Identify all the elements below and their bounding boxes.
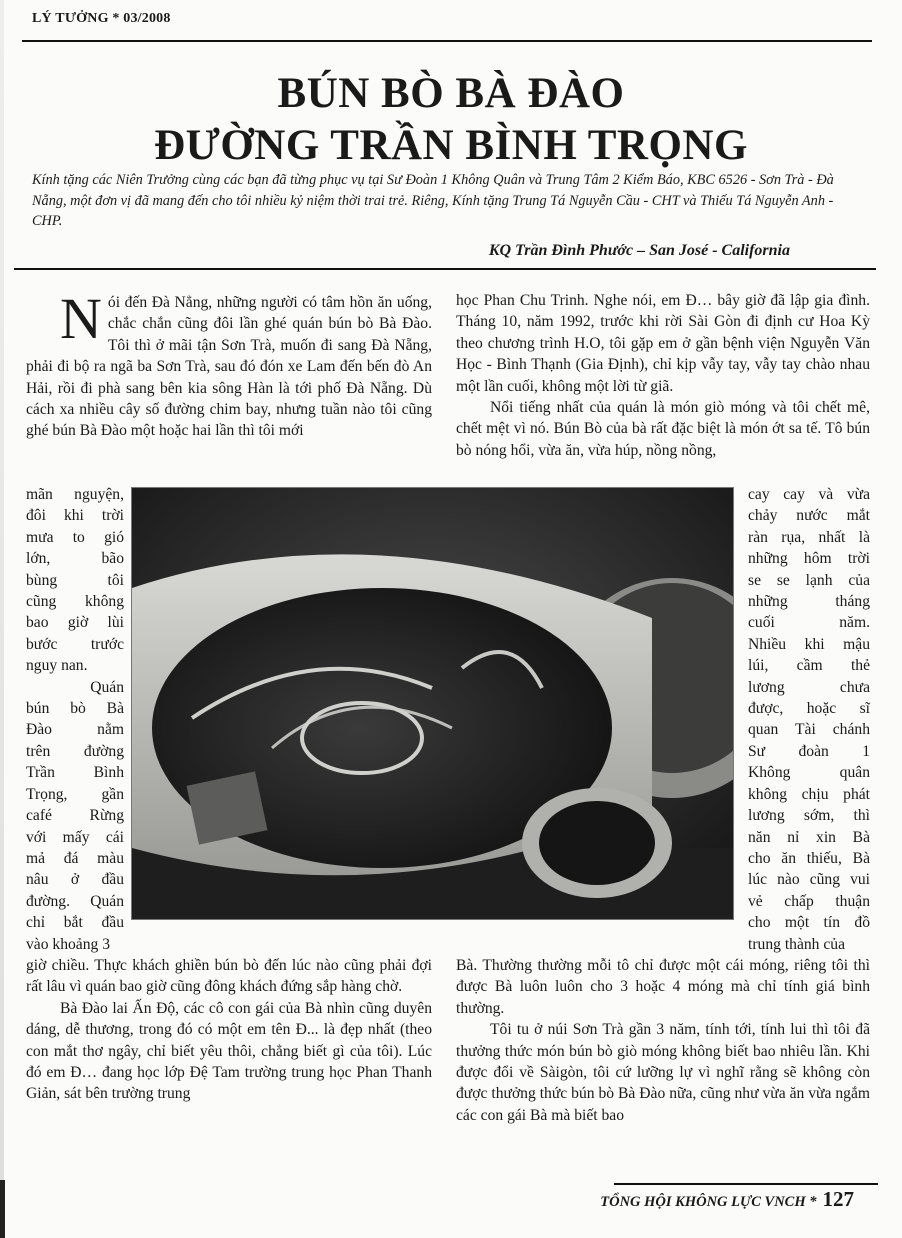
bun-bo-bowl-image [132, 488, 733, 919]
paragraph: Tôi tu ở núi Sơn Trà gần 3 năm, tính tới, tính lui thì tôi đã thưởng thức món bún bò giò móng không biết bao nhiêu lần. Khi được đổi về Sàigòn, tôi cứ lưỡng lự vì nghĩ rằng sẽ không còn được thưởng thức bún bò Bà Đào nữa, cũng như vừa ăn vừa ngắm các con gái Bà mà biết bao [456, 1021, 870, 1124]
header-rule [22, 40, 872, 42]
dedication: Kính tặng các Niên Trưởng cùng các bạn đã từng phục vụ tại Sư Đoàn 1 Không Quân và Trung Tâm 2 Kiểm Báo, KBC 6526 - Sơn Trà - Đà Nẵng, một đơn vị đã mang đến cho tôi nhiều kỷ niệm thời trai trẻ. Riêng, Kính tặng Trung Tá Nguyễn Cầu - CHT và Thiếu Tá Nguyễn Anh - CHP. [32, 172, 834, 229]
paragraph: giờ chiều. Thực khách ghiền bún bò đến lúc nào cũng phải đợi rất lâu vì quán bao giờ cũng đông khách đứng sắp hàng chờ. [26, 957, 432, 996]
food-photo [131, 487, 734, 920]
paragraph [26, 286, 432, 442]
paragraph: Nổi tiếng nhất của quán là món giò móng và tôi chết mê, chết mệt vì nó. Bún Bò của bà rất đặc biệt là món ớt sa tế. Tô bún bò nóng hổi, vừa ăn, vừa húp, nồng nồng, [456, 399, 870, 459]
text-line: cay cay và vừa [748, 486, 870, 503]
paragraph: Bà Đào lai Ấn Độ, các cô con gái của Bà nhìn cũng duyên dáng, dễ thương, trong đó có một em tên Đ... là đẹp nhất (theo con mắt thơ ngây, chỉ biết yêu thôi, chẳng biết gì của tôi). Lúc đó em Đ… đang học lớp Đệ Tam trường trung học Phan Thanh Giản, sát bên trường trung [26, 999, 432, 1103]
page-number: 127 [822, 1187, 854, 1211]
text-line: mả đá màu [26, 849, 124, 867]
text-line: được, hoặc sĩ [748, 700, 870, 718]
text-line: chảy nước mắt [748, 507, 870, 525]
page-edge-shadow [0, 1180, 5, 1238]
drop-cap: N [60, 286, 102, 351]
text-line: se se lạnh của [748, 571, 870, 589]
text-line: trên đường [26, 742, 124, 760]
text-line: cũng không [26, 593, 124, 611]
right-narrow-column [748, 484, 870, 955]
text-line: bao giờ lùi [26, 614, 124, 632]
text-line: lương chưa [748, 678, 870, 696]
text-line: Không quân [748, 764, 870, 782]
text-line: những tháng [748, 593, 870, 611]
text-line: nâu ở đầu [26, 871, 124, 889]
article-title-line-1: BÚN BÒ BÀ ĐÀO [277, 70, 625, 117]
text-line: lương sớm, thì [748, 807, 870, 825]
text-line: Đào nằm [26, 721, 124, 739]
text-line: mưa to gió [26, 528, 124, 546]
text-line: với mấy cái [26, 828, 124, 846]
paragraph: Bà. Thường thường mỗi tô chỉ được một cái móng, riêng tôi thì được Bà luôn luôn cho 3 hoặc 4 móng mà chỉ tính giá bình thường. [456, 957, 870, 1017]
running-footer [600, 1187, 854, 1212]
right-column-bottom [456, 955, 870, 1126]
left-column-top [26, 286, 432, 442]
text-line: trung thành của [748, 935, 845, 953]
text-line: cho một tín đồ [748, 914, 870, 932]
left-narrow-column [26, 484, 124, 955]
text-line: nguy nan. [26, 657, 88, 675]
text-line: mãn nguyện, [26, 486, 124, 503]
text-line: Trọng, gần [26, 785, 124, 803]
text-line: cho ăn thiếu, Bà [748, 849, 870, 867]
text-line: vẻ chấp thuận [748, 892, 870, 910]
byline: KQ Trần Đình Phước – San José - California [488, 242, 790, 259]
text-line: lúi, cầm thẻ [748, 657, 870, 675]
text-line: bùng tôi [26, 571, 124, 589]
text-line: quan Tài chánh [748, 721, 870, 739]
page-edge [0, 0, 4, 1238]
text-line: những hôm trời [748, 550, 870, 568]
text-line: café Rừng [26, 807, 124, 825]
text-line: Sư đoàn 1 [748, 742, 870, 760]
text-line: lúc nào cũng vui [748, 871, 870, 889]
byline-rule [14, 268, 876, 270]
text-line: không chịu phát [748, 785, 870, 803]
text-line: bún bò Bà [26, 700, 124, 718]
text-line: chỉ bắt đầu [26, 914, 124, 932]
footer-rule [614, 1183, 878, 1185]
footer-publication: TỔNG HỘI KHÔNG LỰC VNCH * [600, 1194, 817, 1210]
right-column-top [456, 290, 870, 461]
text-line: năn nỉ xin Bà [748, 828, 870, 846]
text-line: đôi khi trời [26, 507, 124, 525]
paragraph-text: ói đến Đà Nẳng, những người có tâm hồn ăn uống, chắc chắn cũng đôi lần ghé quán bún bò Bà Đào. Tôi thì ở mãi tận Sơn Trà, muốn đi sang Đà Nẵng, phải đi bộ ra ngã ba Sơn Trà, sau đó đón xe Lam đến bến đò An Hải, rồi đi phà sang bên kia sông Hàn là tới phố Đà Nẵng. Dù cách xa nhiều cây số đường chim bay, nhưng tuần nào tôi cũng ghé bún Bà Đào một hoặc hai lần thì tôi mới [26, 294, 432, 440]
text-line: bước trước [26, 635, 124, 653]
paragraph: học Phan Chu Trinh. Nghe nói, em Đ… bây giờ đã lập gia đình. Tháng 10, năm 1992, trước khi rời Sài Gòn đi định cư Hoa Kỳ theo chương trình H.O, tôi gặp em ở gần bệnh viện Nguyễn Văn Học - Bình Thạnh (Gia Định), chỉ kịp vẫy tay, vẫy tay chào nhau một lần cuối, không một lời từ giã. [456, 292, 870, 395]
text-line: Nhiều khi mậu [748, 635, 870, 653]
text-line: cuối năm. [748, 614, 870, 632]
text-line: Quán [90, 678, 124, 696]
text-line: ràn rụa, nhất là [748, 528, 870, 546]
left-column-bottom [26, 955, 432, 1105]
text-line: Trần Bình [26, 764, 124, 782]
text-line: lớn, bão [26, 550, 124, 568]
article-title-line-2: ĐƯỜNG TRẦN BÌNH TRỌNG [154, 122, 748, 169]
text-line: đường. Quán [26, 892, 124, 910]
text-line: vào khoảng 3 [26, 935, 111, 953]
running-header: LÝ TƯỞNG * 03/2008 [32, 11, 171, 26]
